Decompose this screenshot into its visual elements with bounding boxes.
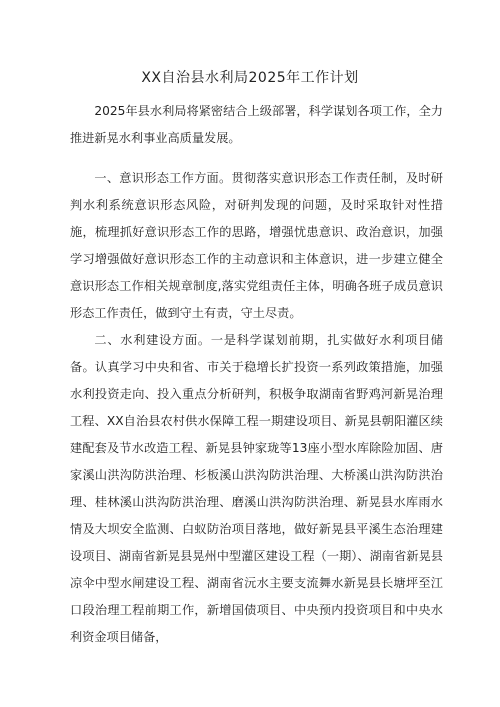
paragraph-intro: 2025年县水利局将紧密结合上级部署，科学谋划各项工作，全力推进新晃水利事业高质量发展。 bbox=[70, 104, 443, 145]
document-title: XX自治县水利局2025年工作计划 bbox=[141, 70, 359, 86]
paragraph-water-construction: 二、水利建设方面。一是科学谋划前期，扎实做好水利项目储备。认真学习中央和省、市关于稳增长扩投资一系列政策措施，加强水利投资走向、投入重点分析研判，积极争取湖南省野鸡河新晃治理工程、XX自治县农村供水保障工程一期建设项目、新晃县朝阳灌区续建配套及节水改造工程、新晃县钟家珑等13座小型水库除险加固、唐家溪山洪沟防洪治理、杉板溪山洪沟防洪治理、大桥溪山洪沟防洪治理、桂林溪山洪沟防洪治理、磨溪山洪沟防洪治理、新晃县水库雨水情及大坝安全监测、白蚁防治项目落地，做好新晃县平溪生态治理建设项目、湖南省新晃县晃州中型灌区建设工程（一期）、湖南省新晃县凉伞中型水闸建设工程、湖南省沅水主要支流舞水新晃县长塘坪至江口段治理工程前期工作，新增国债项目、中央预内投资项目和中央水利资金项目储备， bbox=[70, 333, 443, 644]
paragraph-ideology: 一、意识形态工作方面。贯彻落实意识形态工作责任制，及时研判水利系统意识形态风险，对研判发现的问题，及时采取针对性措施，梳理抓好意识形态工作的思路，增强忧患意识、政治意识，加强学习增强做好意识形态工作的主动意识和主体意识，进一步建立健全意识形态工作相关规章制度,落实党组责任主体，明确各班子成员意识形态工作责任，做到守土有责，守土尽责。 bbox=[70, 171, 443, 320]
